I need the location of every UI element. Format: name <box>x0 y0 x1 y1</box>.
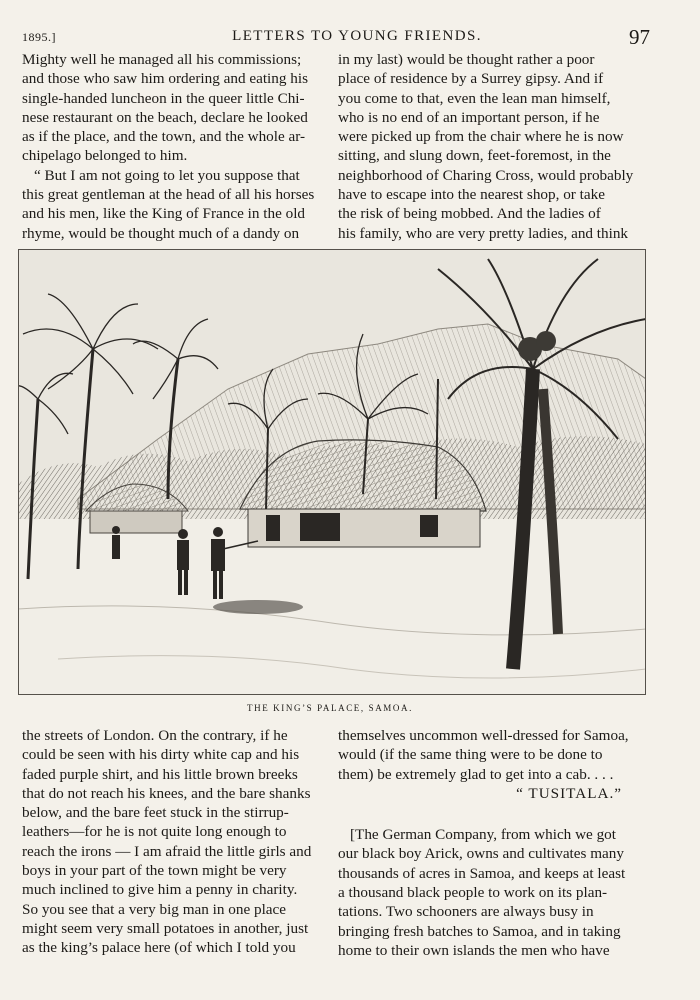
palace-doorway <box>300 513 340 541</box>
column-top-right <box>338 50 642 243</box>
paragraph-great-gentleman: “ But I am not going to let you suppose that this great gentleman at the head of all his horses and his men, like the King of France in the old rhyme, would be thought much of a dandy on <box>22 166 315 242</box>
small-hut-wall <box>90 511 182 533</box>
palace-wall <box>248 509 480 547</box>
palace-window-2 <box>420 515 438 537</box>
running-head-year: 1895.] <box>22 30 56 44</box>
running-head-title: LETTERS TO YOUNG FRIENDS. <box>232 28 482 44</box>
column-top-left <box>22 50 326 243</box>
page-number: 97 <box>629 25 650 49</box>
signature-tusitala: “ TUSITALA.” <box>516 784 622 802</box>
paragraph-surrey-gipsy: in my last) would be thought rather a poor place of residence by a Surrey gipsy. And if you come to that, even the lean man himself, who is no end of an important person, if he were picked up from the chair where he is now sitting, and slung down, feet-foremost, in the neighborhood of Charing Cross, would probably have to escape into the nearest shop, or take the risk of being mobbed. And the ladies of his family, who are very pretty ladies, and think <box>338 51 634 242</box>
illustration-kings-palace <box>18 249 646 695</box>
figure-shadow <box>213 600 303 614</box>
paragraph-german-company: [The German Company, from which we got our black boy Arick, owns and cultivates many thousands of acres in Samoa, and keeps at least a thousand black people to work on its plan- tations. Two schooners are always busy in bringing fresh batches to Samoa, and in taking home to their own islands the men who have <box>338 826 626 959</box>
column-bottom-left <box>22 726 326 958</box>
illustration-caption: THE KING’S PALACE, SAMOA. <box>247 703 413 713</box>
engraving <box>18 249 646 695</box>
running-head <box>22 25 650 49</box>
paragraph-well-dressed: themselves uncommon well-dressed for Samoa, would (if the same thing were to be done to them) be extremely glad to get into a cab. . . . <box>338 727 629 783</box>
paragraph-streets-of-london: the streets of London. On the contrary, if he could be seen with his dirty white cap and his faded purple shirt, and his little brown breeks that do not reach his knees, and the bare shanks below, and the bare feet stuck in the stirrup- leathers—for he is not quite long enough to reach the irons — I am afraid the little girls and boys in your part of the town might be very much inclined to give him a penny in charity. So you see that a very big man in one place might seem very small potatoes in another, just as the king’s palace here (of which I told you <box>22 727 312 957</box>
palace-window-1 <box>266 515 280 541</box>
paragraph-commissions: Mighty well he managed all his commissions; and those who saw him ordering and eating his single-handed luncheon in the queer little Chi- nese restaurant on the beach, declare he looked as if the place, and the town, and the whole ar- chipelago belonged to him. <box>22 51 308 165</box>
column-bottom-right <box>338 726 642 960</box>
